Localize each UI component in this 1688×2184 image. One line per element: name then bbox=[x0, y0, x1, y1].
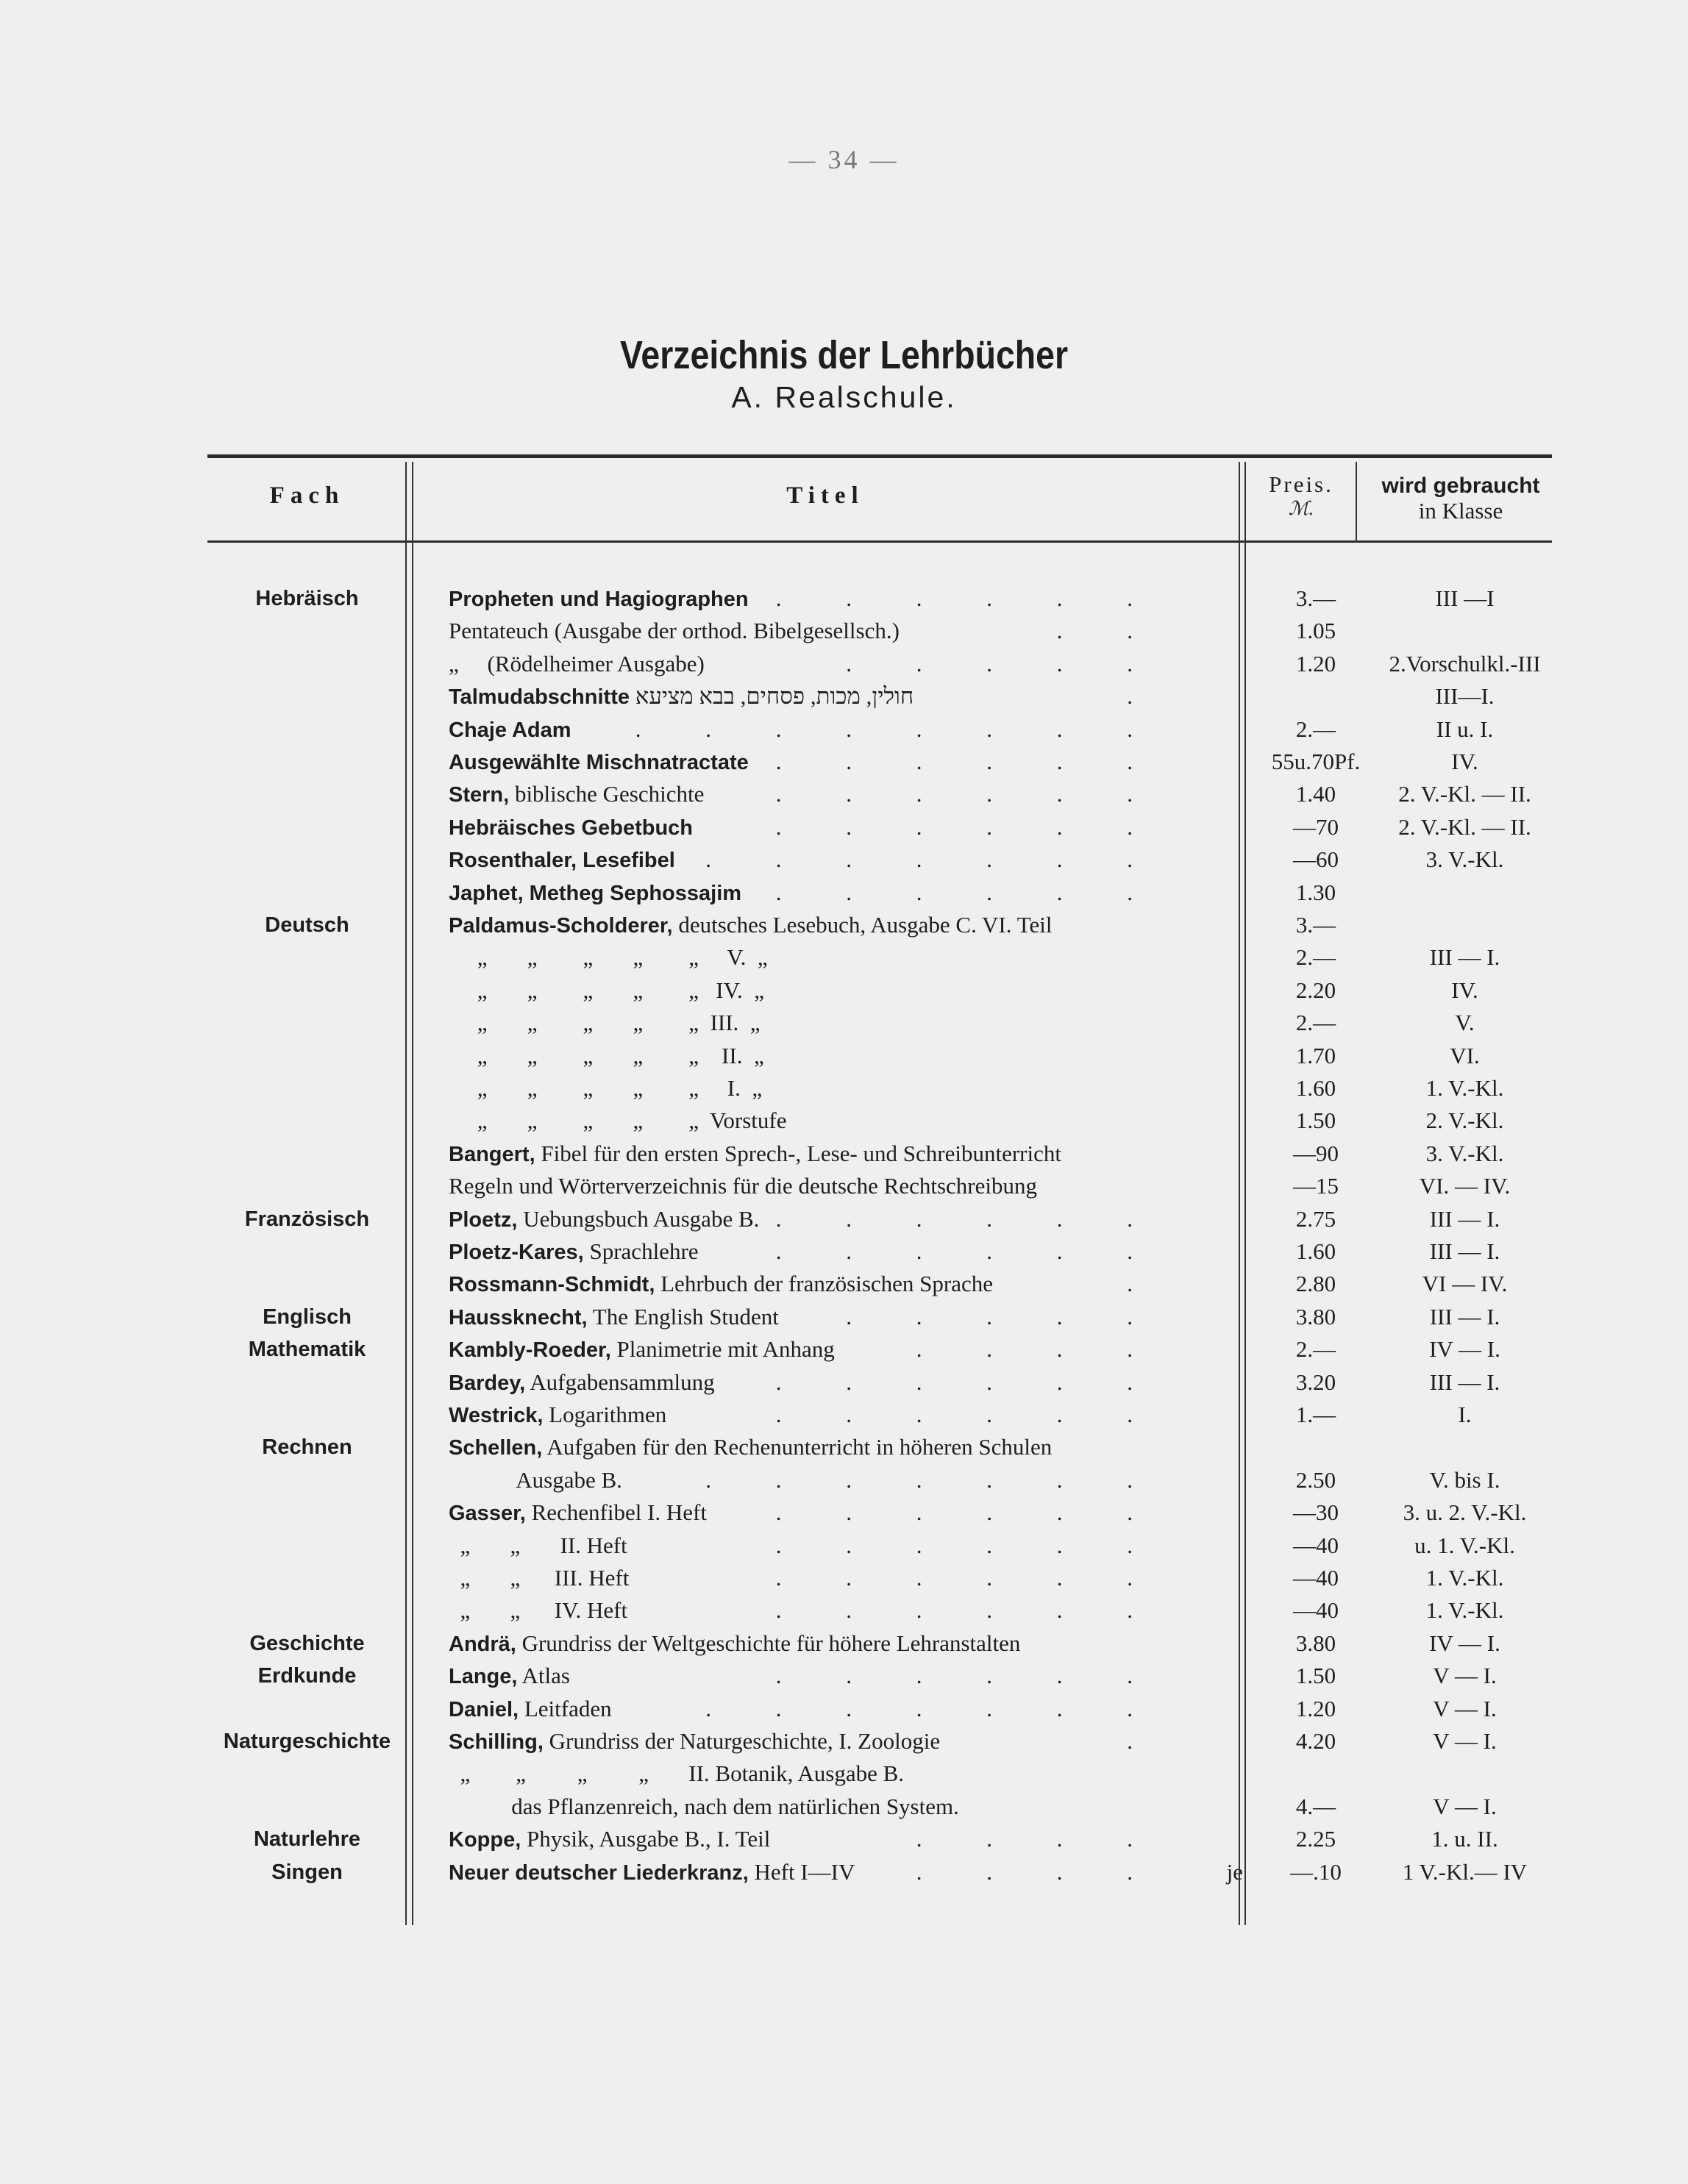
row-text: „ „ III. Heft bbox=[449, 1565, 630, 1591]
row-preis: —.10 bbox=[1290, 1858, 1342, 1885]
row-preis: 1.20 bbox=[1295, 650, 1336, 677]
row-preis: 1.70 bbox=[1295, 1042, 1336, 1068]
row-preis: 1.40 bbox=[1295, 781, 1336, 807]
row-leader-dots: . . . . . . bbox=[775, 1663, 1162, 1689]
row-preis: 3.— bbox=[1295, 585, 1336, 611]
row-text: „ „ „ „ „ Vorstufe bbox=[449, 1107, 787, 1134]
row-titel bbox=[449, 1562, 1243, 1595]
row-author: Bangert, bbox=[449, 1142, 535, 1166]
row-preis: 55u.70Pf. bbox=[1271, 749, 1361, 774]
row-preis: —60 bbox=[1293, 846, 1339, 873]
table-row bbox=[0, 1725, 1688, 1757]
row-klasse: III — I. bbox=[1429, 1238, 1500, 1264]
row-titel bbox=[449, 1072, 1243, 1105]
document-title: Verzeichnis der Lehrbücher bbox=[619, 333, 1069, 377]
row-author: Chaje Adam bbox=[449, 718, 571, 742]
row-klasse: 3. V.-Kl. bbox=[1425, 846, 1504, 873]
row-text: Fibel für den ersten Sprech-, Lese- und Schreibunterricht bbox=[535, 1140, 1061, 1166]
row-preis: 2.75 bbox=[1295, 1205, 1336, 1232]
row-titel bbox=[449, 1333, 1243, 1366]
row-author: Ploetz-Kares, bbox=[449, 1241, 584, 1264]
table-row bbox=[0, 1268, 1688, 1300]
row-author: Koppe, bbox=[449, 1828, 521, 1852]
row-text: „ „ II. Heft bbox=[449, 1532, 627, 1558]
row-leader-dots: . . . . . . . bbox=[705, 1466, 1162, 1493]
row-leader-dots: . bbox=[1127, 1271, 1162, 1297]
row-preis: 1.50 bbox=[1295, 1663, 1336, 1689]
row-klasse: 1. V.-Kl. bbox=[1425, 1075, 1504, 1101]
row-leader-dots: . . . . bbox=[916, 1336, 1162, 1363]
row-leader-dots: . . . . . bbox=[846, 1303, 1162, 1330]
row-preis: 4.— bbox=[1295, 1793, 1336, 1819]
row-titel bbox=[449, 1464, 1243, 1497]
table-row bbox=[0, 1235, 1688, 1268]
row-author: Gasser, bbox=[449, 1502, 526, 1526]
row-titel bbox=[449, 877, 1243, 910]
row-fach: Französisch bbox=[244, 1207, 370, 1231]
table-row bbox=[0, 1431, 1688, 1463]
table-row bbox=[0, 1530, 1688, 1562]
top-rule bbox=[207, 454, 1552, 458]
row-titel bbox=[449, 1170, 1243, 1203]
header-titel: Titel bbox=[786, 482, 864, 509]
row-titel bbox=[449, 778, 1243, 811]
row-leader-dots: . . . . . . bbox=[775, 1597, 1162, 1624]
row-author: Ausgewählte Mischnatractate bbox=[449, 751, 749, 774]
row-klasse: V — I. bbox=[1433, 1663, 1497, 1689]
header-klasse-line1: wird gebraucht bbox=[1381, 474, 1540, 498]
row-text: Grundriss der Weltgeschichte für höhere Lehranstalten bbox=[516, 1630, 1021, 1656]
row-text: Ausgabe B. bbox=[449, 1466, 622, 1493]
table-row bbox=[0, 1333, 1688, 1366]
header-preis-label: Preis. bbox=[1269, 471, 1333, 497]
row-preis: 3.20 bbox=[1295, 1368, 1336, 1395]
row-author: Daniel, bbox=[449, 1697, 519, 1721]
table-row bbox=[0, 909, 1688, 941]
table-row bbox=[0, 1791, 1688, 1823]
row-leader-dots: . . . . . . . bbox=[705, 846, 1162, 873]
row-fach: Geschichte bbox=[249, 1631, 365, 1655]
row-text: „ „ IV. Heft bbox=[449, 1597, 628, 1624]
row-text: Sprachlehre bbox=[583, 1238, 699, 1264]
row-author: Japhet, Metheg Sephossajim bbox=[449, 881, 742, 905]
header-preis-unit: ℳ. bbox=[1288, 497, 1314, 519]
row-preis: 3.— bbox=[1295, 912, 1336, 938]
row-text: „ „ „ „ „ V. „ bbox=[449, 944, 768, 971]
row-leader-dots: . bbox=[1127, 1728, 1162, 1754]
table-row bbox=[0, 1660, 1688, 1692]
row-klasse: III — I. bbox=[1429, 944, 1500, 971]
row-text: חולין, מכות, פסחים, בבא מציעא bbox=[630, 683, 914, 710]
header-klasse bbox=[1358, 474, 1564, 524]
header-bottom-rule bbox=[207, 540, 1552, 543]
row-titel bbox=[449, 746, 1243, 779]
page-number: — 34 — bbox=[788, 145, 900, 174]
table-row bbox=[0, 1007, 1688, 1039]
document-subtitle: A. Realschule. bbox=[731, 380, 957, 414]
row-preis: 2.80 bbox=[1295, 1271, 1336, 1297]
row-titel bbox=[449, 1203, 1243, 1236]
table-row bbox=[0, 1594, 1688, 1627]
row-leader-dots: . . . . . . bbox=[775, 1565, 1162, 1591]
row-preis: —40 bbox=[1293, 1565, 1339, 1591]
row-leader-dots: . . . . . bbox=[846, 650, 1162, 677]
row-klasse: III — I. bbox=[1429, 1303, 1500, 1330]
header-fach: Fach bbox=[269, 482, 345, 509]
row-titel bbox=[449, 1399, 1243, 1432]
row-author: Schilling, bbox=[449, 1730, 544, 1754]
row-preis: 1.20 bbox=[1295, 1695, 1336, 1721]
row-author: Paldamus-Scholderer, bbox=[449, 914, 673, 938]
row-leader-dots: . . . . . . . bbox=[705, 1695, 1162, 1721]
row-klasse: III — I. bbox=[1429, 1205, 1500, 1232]
row-leader-dots: . . . . . . . . bbox=[635, 715, 1162, 742]
row-titel bbox=[449, 1823, 1243, 1856]
row-titel bbox=[449, 1594, 1243, 1627]
row-preis: 1.60 bbox=[1295, 1075, 1336, 1101]
row-text: das Pflanzenreich, nach dem natürlichen System. bbox=[449, 1793, 959, 1819]
row-titel bbox=[449, 1301, 1243, 1334]
table-row bbox=[0, 1823, 1688, 1855]
row-klasse: 2. V.-Kl. — II. bbox=[1398, 781, 1531, 807]
row-leader-dots: . . bbox=[1056, 618, 1162, 644]
row-text: „ „ „ „ II. Botanik, Ausgabe B. bbox=[449, 1760, 905, 1787]
row-fach: Hebräisch bbox=[255, 587, 359, 610]
row-klasse: 1. V.-Kl. bbox=[1425, 1565, 1504, 1591]
table-row bbox=[0, 1757, 1688, 1790]
table-row bbox=[0, 1399, 1688, 1431]
row-preis: 3.80 bbox=[1295, 1303, 1336, 1330]
row-klasse: IV — I. bbox=[1429, 1630, 1500, 1656]
row-text: Aufgaben für den Rechenunterricht in höheren Schulen bbox=[542, 1434, 1053, 1460]
row-text: Planimetrie mit Anhang bbox=[610, 1336, 835, 1363]
row-preis: 2.50 bbox=[1295, 1466, 1336, 1493]
row-text: „ „ „ „ „ IV. „ bbox=[449, 977, 765, 1003]
row-preis: —15 bbox=[1293, 1173, 1339, 1199]
row-klasse: III — I. bbox=[1429, 1368, 1500, 1395]
table-row bbox=[0, 1105, 1688, 1137]
row-author: Stern, bbox=[449, 783, 510, 807]
row-fach: Naturgeschichte bbox=[223, 1730, 391, 1753]
table-row bbox=[0, 877, 1688, 909]
row-text: Leitfaden bbox=[519, 1695, 612, 1721]
row-titel bbox=[449, 680, 1243, 713]
row-fach: Singen bbox=[271, 1860, 343, 1884]
row-klasse: IV. bbox=[1451, 977, 1478, 1003]
row-author: Haussknecht, bbox=[449, 1305, 588, 1330]
row-titel bbox=[449, 1007, 1243, 1040]
row-text: Atlas bbox=[517, 1663, 570, 1689]
table-row bbox=[0, 941, 1688, 974]
row-text: „ „ „ „ „ III. „ bbox=[449, 1010, 761, 1036]
row-titel bbox=[449, 713, 1243, 746]
row-author: Lange, bbox=[449, 1665, 518, 1689]
row-titel bbox=[449, 615, 1243, 648]
row-text: Heft I—IV bbox=[748, 1858, 855, 1885]
row-leader-dots: . bbox=[1127, 683, 1162, 710]
row-klasse: 1 V.-Kl.— IV bbox=[1402, 1858, 1528, 1885]
row-leader-dots: . . . . bbox=[916, 1826, 1162, 1852]
row-text: biblische Geschichte bbox=[509, 781, 705, 807]
row-titel bbox=[449, 811, 1243, 844]
table-row bbox=[0, 713, 1688, 746]
table-row bbox=[0, 1627, 1688, 1660]
row-klasse: IV — I. bbox=[1429, 1336, 1500, 1363]
row-titel bbox=[449, 843, 1243, 877]
row-text: „ „ „ „ „ II. „ bbox=[449, 1042, 764, 1068]
table-row bbox=[0, 1170, 1688, 1202]
row-klasse: 2. V.-Kl. — II. bbox=[1398, 813, 1531, 840]
row-preis: 1.60 bbox=[1295, 1238, 1336, 1264]
row-klasse: 3. V.-Kl. bbox=[1425, 1140, 1504, 1166]
row-leader-dots: . . . . . . bbox=[775, 781, 1162, 807]
row-klasse: V — I. bbox=[1433, 1728, 1497, 1754]
row-preis: 1.— bbox=[1295, 1402, 1336, 1427]
table-row bbox=[0, 1040, 1688, 1072]
row-klasse: VI. — IV. bbox=[1419, 1173, 1511, 1199]
row-titel bbox=[449, 1791, 1243, 1824]
row-titel bbox=[449, 1530, 1243, 1563]
row-klasse: V. bis I. bbox=[1429, 1466, 1500, 1493]
row-titel bbox=[449, 582, 1243, 615]
row-titel bbox=[449, 1138, 1243, 1171]
row-titel bbox=[449, 1040, 1243, 1073]
column-divider-preis bbox=[1356, 462, 1357, 543]
row-titel bbox=[449, 941, 1243, 974]
row-leader-dots: . . . . bbox=[916, 1858, 1162, 1885]
row-preis: 2.20 bbox=[1295, 977, 1336, 1003]
row-text: „ (Rödelheimer Ausgabe) bbox=[449, 650, 705, 677]
row-titel bbox=[449, 648, 1243, 681]
table-row bbox=[0, 582, 1688, 615]
row-fach: Naturlehre bbox=[253, 1827, 361, 1852]
row-titel bbox=[449, 1431, 1243, 1464]
row-text: Uebungsbuch Ausgabe B. bbox=[517, 1205, 760, 1232]
table-row bbox=[0, 746, 1688, 778]
row-text: Aufgabensammlung bbox=[525, 1368, 715, 1395]
row-preis: 2.— bbox=[1295, 944, 1336, 971]
row-preis: —90 bbox=[1293, 1140, 1339, 1166]
row-titel bbox=[449, 1693, 1243, 1726]
row-klasse: III—I. bbox=[1435, 683, 1495, 710]
table-row bbox=[0, 1496, 1688, 1529]
row-klasse: VI. bbox=[1450, 1042, 1480, 1068]
row-text: Lehrbuch der französischen Sprache bbox=[655, 1271, 994, 1297]
row-preis: 1.30 bbox=[1295, 879, 1336, 905]
row-leader-dots: . . . . . . bbox=[775, 1532, 1162, 1558]
row-klasse: 2.Vorschulkl.-III bbox=[1389, 650, 1541, 677]
row-klasse: III —I bbox=[1435, 585, 1495, 611]
row-fach: Mathematik bbox=[248, 1338, 366, 1362]
table-row bbox=[0, 1203, 1688, 1235]
row-preis: 4.20 bbox=[1295, 1728, 1336, 1754]
row-titel bbox=[449, 1235, 1243, 1268]
table-row bbox=[0, 974, 1688, 1007]
row-titel bbox=[449, 1757, 1243, 1791]
row-leader-dots: . . . . . . bbox=[775, 1238, 1162, 1264]
table-row bbox=[0, 1464, 1688, 1496]
table-row bbox=[0, 648, 1688, 680]
row-author: Rossmann-Schmidt, bbox=[449, 1273, 655, 1297]
row-titel bbox=[449, 1496, 1243, 1530]
row-author: Neuer deutscher Liederkranz, bbox=[449, 1860, 749, 1885]
row-preis: —40 bbox=[1293, 1597, 1339, 1624]
table-row bbox=[0, 680, 1688, 713]
row-preis: 2.25 bbox=[1295, 1826, 1336, 1852]
row-author: Propheten und Hagiographen bbox=[449, 588, 749, 611]
row-klasse: 3. u. 2. V.-Kl. bbox=[1403, 1499, 1527, 1526]
row-klasse: VI — IV. bbox=[1422, 1271, 1508, 1297]
table-row bbox=[0, 1693, 1688, 1725]
table-row bbox=[0, 1562, 1688, 1594]
header-klasse-line2: in Klasse bbox=[1418, 497, 1503, 524]
row-leader-dots: . . . . . . bbox=[775, 749, 1162, 774]
row-klasse: II u. I. bbox=[1436, 715, 1494, 742]
row-klasse: V. bbox=[1455, 1010, 1475, 1036]
row-text: Rechenfibel I. Heft bbox=[525, 1499, 707, 1526]
row-preis: 1.05 bbox=[1295, 618, 1336, 644]
row-preis: 2.— bbox=[1295, 1010, 1336, 1036]
row-titel bbox=[449, 1268, 1243, 1301]
row-text: Physik, Ausgabe B., I. Teil bbox=[521, 1826, 771, 1852]
row-preis: —30 bbox=[1293, 1499, 1339, 1526]
row-leader-dots: . . . . . . bbox=[775, 585, 1162, 611]
table-row bbox=[0, 843, 1688, 876]
row-author: Bardey, bbox=[449, 1371, 526, 1395]
row-titel bbox=[449, 1105, 1243, 1138]
row-author: Westrick, bbox=[449, 1404, 544, 1427]
table-row bbox=[0, 615, 1688, 647]
row-tail: je bbox=[1226, 1858, 1243, 1885]
row-text: „ „ „ „ „ I. „ bbox=[449, 1075, 763, 1101]
row-klasse: 1. V.-Kl. bbox=[1425, 1597, 1504, 1624]
row-leader-dots: . . . . . . bbox=[775, 1205, 1162, 1232]
table-row bbox=[0, 1856, 1688, 1888]
row-author: Andrä, bbox=[449, 1632, 516, 1656]
row-klasse: u. 1. V.-Kl. bbox=[1414, 1532, 1515, 1558]
table-row bbox=[0, 778, 1688, 810]
row-leader-dots: . . . . . . bbox=[775, 1402, 1162, 1427]
row-author: Kambly-Roeder, bbox=[449, 1338, 611, 1363]
row-titel bbox=[449, 1366, 1243, 1399]
row-text: The English Student bbox=[587, 1303, 779, 1330]
row-text: Grundriss der Naturgeschichte, I. Zoologie bbox=[543, 1728, 941, 1754]
row-text: Logarithmen bbox=[543, 1402, 667, 1427]
row-klasse: V — I. bbox=[1433, 1695, 1497, 1721]
row-titel bbox=[449, 1725, 1243, 1758]
row-leader-dots: . . . . . . bbox=[775, 879, 1162, 905]
row-klasse: I. bbox=[1458, 1402, 1472, 1427]
table-row bbox=[0, 811, 1688, 843]
row-fach: Erdkunde bbox=[257, 1664, 357, 1688]
row-author: Ploetz, bbox=[449, 1207, 518, 1232]
row-klasse: 2. V.-Kl. bbox=[1425, 1107, 1504, 1134]
table-row bbox=[0, 1072, 1688, 1105]
row-preis: —70 bbox=[1293, 813, 1339, 840]
row-titel bbox=[449, 1856, 1243, 1889]
row-titel bbox=[449, 1627, 1243, 1660]
row-text: Regeln und Wörterverzeichnis für die deutsche Rechtschreibung bbox=[449, 1173, 1037, 1199]
row-preis: —40 bbox=[1293, 1532, 1339, 1558]
row-fach: Rechnen bbox=[262, 1435, 352, 1460]
table-row bbox=[0, 1366, 1688, 1399]
row-klasse: V — I. bbox=[1433, 1793, 1497, 1819]
row-klasse: 1. u. II. bbox=[1431, 1826, 1498, 1852]
table-row bbox=[0, 1138, 1688, 1170]
row-titel bbox=[449, 1660, 1243, 1693]
row-titel bbox=[449, 909, 1243, 942]
row-leader-dots: . . . . . . bbox=[775, 1368, 1162, 1395]
row-author: Rosenthaler, Lesefibel bbox=[449, 849, 675, 873]
row-leader-dots: . . . . . . bbox=[775, 813, 1162, 840]
row-author: Talmudabschnitte bbox=[449, 685, 630, 710]
row-fach: Deutsch bbox=[265, 913, 349, 937]
row-text: deutsches Lesebuch, Ausgabe C. VI. Teil bbox=[672, 912, 1053, 938]
table-row bbox=[0, 1301, 1688, 1333]
header-preis bbox=[1247, 472, 1355, 519]
row-preis: 2.— bbox=[1295, 1336, 1336, 1363]
row-author: Schellen, bbox=[449, 1436, 543, 1460]
row-text: Pentateuch (Ausgabe der orthod. Bibelgesellsch.) bbox=[449, 618, 900, 644]
row-preis: 3.80 bbox=[1295, 1630, 1336, 1656]
row-fach: Englisch bbox=[263, 1305, 352, 1329]
row-klasse: IV. bbox=[1451, 749, 1478, 774]
row-preis: 2.— bbox=[1295, 715, 1336, 742]
row-titel bbox=[449, 974, 1243, 1007]
row-preis: 1.50 bbox=[1295, 1107, 1336, 1134]
row-leader-dots: . . . . . . bbox=[775, 1499, 1162, 1526]
row-author: Hebräisches Gebetbuch bbox=[449, 816, 693, 840]
